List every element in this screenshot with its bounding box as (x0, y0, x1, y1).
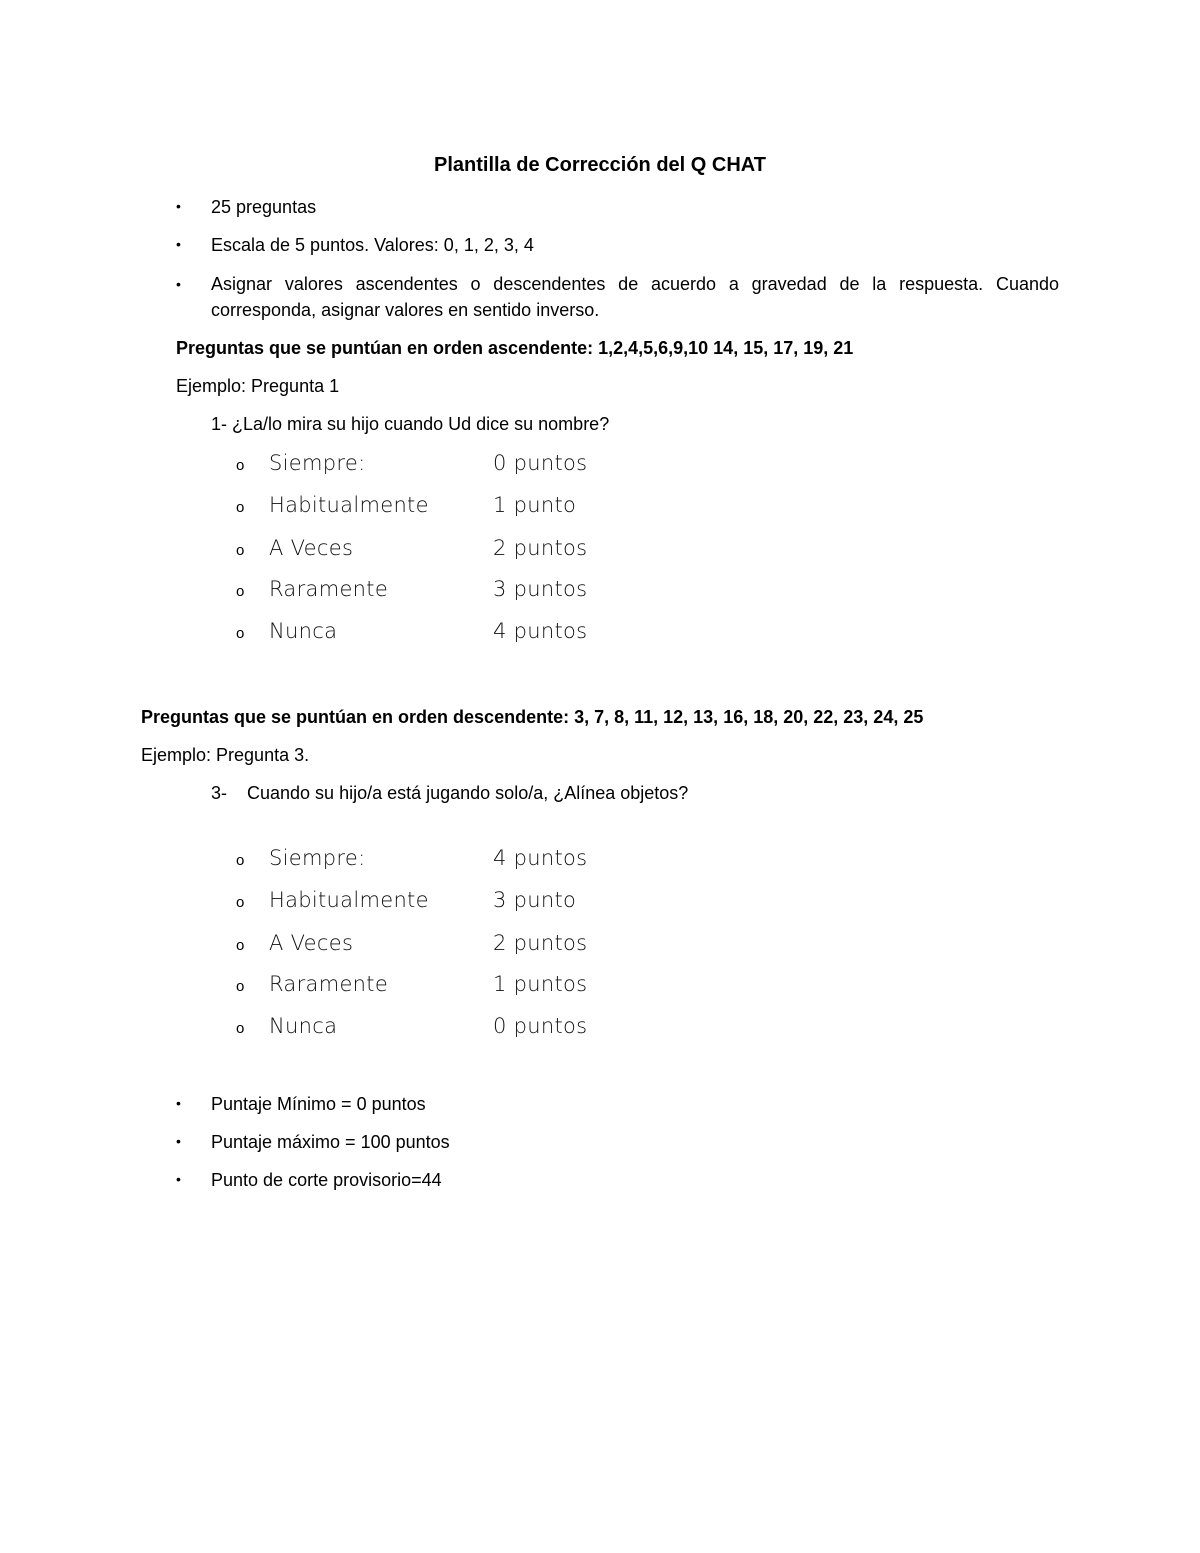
option-marker: o (236, 457, 245, 474)
bullet-item-scale: Escala de 5 puntos. Valores: 0, 1, 2, 3, 4 (211, 235, 534, 255)
option-value: 1 punto (493, 493, 577, 517)
bullet-item-cutoff: Punto de corte provisorio=44 (211, 1170, 442, 1190)
bullet-marker: • (176, 236, 181, 252)
bullet-item-max-score: Puntaje máximo = 100 puntos (211, 1132, 450, 1152)
option-marker: o (236, 852, 245, 869)
option-label-siempre: Siempre: (269, 846, 366, 870)
option-marker: o (236, 1020, 245, 1037)
option-value: 4 puntos (493, 619, 588, 643)
descending-heading: Preguntas que se puntúan en orden descendente: 3, 7, 8, 11, 12, 13, 16, 18, 20, 22, 23, 24, 25 (141, 707, 924, 727)
option-value: 1 puntos (493, 972, 588, 996)
option-marker: o (236, 625, 245, 642)
descending-example-question: Cuando su hijo/a está jugando solo/a, ¿Alínea objetos? (247, 783, 689, 803)
option-label-raramente: Raramente (269, 577, 389, 601)
bullet-item-assign-values: Asignar valores ascendentes o descendentes de acuerdo a gravedad de la respuesta. Cuando corresponda, asignar valores en sentido inverso. (211, 274, 1059, 320)
bullet-marker: • (176, 1171, 181, 1187)
option-label-siempre: Siempre: (269, 451, 366, 475)
descending-question-number: 3- (211, 783, 228, 803)
option-value: 0 puntos (493, 451, 588, 475)
option-marker: o (236, 978, 245, 995)
option-marker: o (236, 499, 245, 516)
ascending-example-label: Ejemplo: Pregunta 1 (176, 376, 340, 396)
descending-example-label: Ejemplo: Pregunta 3. (141, 745, 310, 765)
bullet-marker: • (176, 1095, 181, 1111)
bullet-item-question-count: 25 preguntas (211, 197, 317, 217)
option-value: 4 puntos (493, 846, 588, 870)
option-value: 2 puntos (493, 931, 588, 955)
bullet-marker: • (176, 276, 181, 292)
ascending-heading: Preguntas que se puntúan en orden ascendente: 1,2,4,5,6,9,10 14, 15, 17, 19, 21 (176, 338, 854, 358)
option-label-nunca: Nunca (269, 619, 338, 643)
bullet-item-min-score: Puntaje Mínimo = 0 puntos (211, 1094, 426, 1114)
ascending-example-question: 1- ¿La/lo mira su hijo cuando Ud dice su nombre? (211, 414, 610, 434)
option-marker: o (236, 542, 245, 559)
option-label-habitualmente: Habitualmente (269, 493, 429, 517)
option-label-a-veces: A Veces (269, 931, 354, 955)
document-title: Plantilla de Corrección del Q CHAT (434, 154, 766, 176)
option-value: 2 puntos (493, 536, 588, 560)
bullet-marker: • (176, 198, 181, 214)
bullet-marker: • (176, 1133, 181, 1149)
option-label-nunca: Nunca (269, 1014, 338, 1038)
option-value: 3 punto (493, 888, 577, 912)
option-value: 0 puntos (493, 1014, 588, 1038)
option-label-raramente: Raramente (269, 972, 389, 996)
option-value: 3 puntos (493, 577, 588, 601)
option-marker: o (236, 894, 245, 911)
option-marker: o (236, 583, 245, 600)
option-label-a-veces: A Veces (269, 536, 354, 560)
option-label-habitualmente: Habitualmente (269, 888, 429, 912)
option-marker: o (236, 937, 245, 954)
